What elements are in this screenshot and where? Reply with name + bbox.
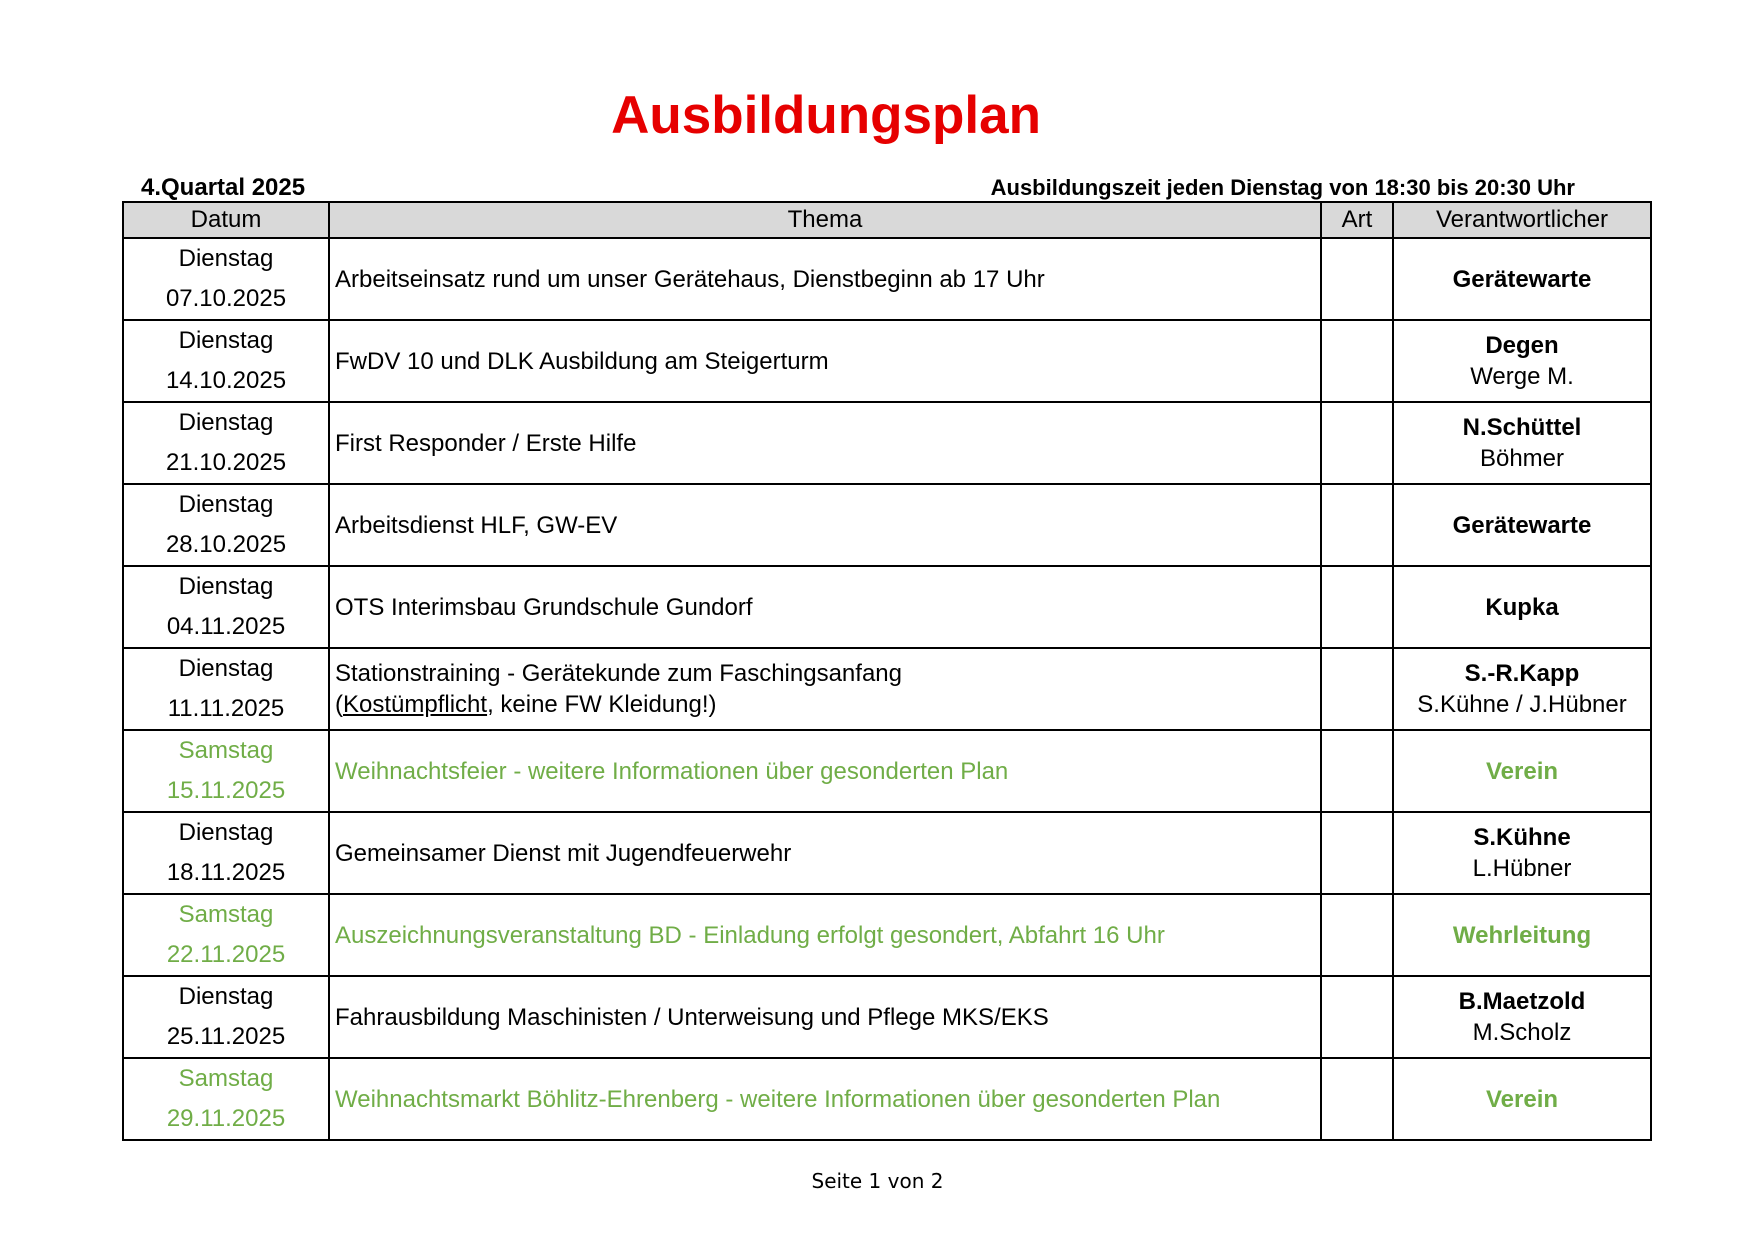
- table-row: [123, 894, 1651, 976]
- date-cell: [123, 976, 329, 1058]
- responsible-main: Kupka: [1485, 593, 1559, 621]
- responsible-cell: [1393, 320, 1651, 402]
- header-date: Datum: [123, 202, 329, 238]
- responsible-sub: L.Hübner: [1472, 855, 1572, 882]
- theme-cell: Weihnachtsmarkt Böhlitz-Ehrenberg - weitere Informationen über gesonderten Plan: [329, 1058, 1321, 1140]
- page-footer: Seite 1 von 2: [811, 1169, 944, 1193]
- schedule-table: [122, 201, 1652, 1141]
- theme-cell: Weihnachtsfeier - weitere Informationen über gesonderten Plan: [329, 730, 1321, 812]
- table-row: [123, 402, 1651, 484]
- responsible-cell: [1393, 566, 1651, 648]
- art-cell: [1321, 894, 1393, 976]
- day-name: Dienstag: [178, 573, 274, 600]
- art-cell: [1321, 320, 1393, 402]
- date-value: 14.10.2025: [165, 367, 287, 394]
- responsible-cell: [1393, 894, 1651, 976]
- theme-cell: [329, 648, 1321, 730]
- day-name: Dienstag: [178, 327, 274, 354]
- responsible-main: Verein: [1485, 1085, 1559, 1113]
- art-cell: [1321, 1058, 1393, 1140]
- header-theme: Thema: [329, 202, 1321, 238]
- header-art: Art: [1321, 202, 1393, 238]
- date-value: 11.11.2025: [167, 695, 285, 722]
- date-cell: [123, 894, 329, 976]
- date-cell: [123, 730, 329, 812]
- theme-paren-open: (: [335, 691, 343, 718]
- day-name: Samstag: [178, 737, 274, 764]
- theme-cell: Fahrausbildung Maschinisten / Unterweisung und Pflege MKS/EKS: [329, 976, 1321, 1058]
- date-value: 04.11.2025: [166, 613, 286, 640]
- table-row: [123, 730, 1651, 812]
- responsible-cell: [1393, 238, 1651, 320]
- responsible-cell: [1393, 402, 1651, 484]
- date-value: 25.11.2025: [166, 1023, 286, 1050]
- theme-cell: Arbeitseinsatz rund um unser Gerätehaus, Dienstbeginn ab 17 Uhr: [329, 238, 1321, 320]
- day-name: Dienstag: [178, 655, 274, 682]
- responsible-cell: [1393, 648, 1651, 730]
- art-cell: [1321, 812, 1393, 894]
- date-value: 22.11.2025: [166, 941, 286, 968]
- responsible-cell: [1393, 730, 1651, 812]
- date-cell: [123, 648, 329, 730]
- responsible-sub: Werge M.: [1470, 363, 1574, 390]
- art-cell: [1321, 566, 1393, 648]
- day-name: Dienstag: [178, 245, 274, 272]
- responsible-cell: [1393, 1058, 1651, 1140]
- art-cell: [1321, 648, 1393, 730]
- theme-cell: First Responder / Erste Hilfe: [329, 402, 1321, 484]
- day-name: Dienstag: [178, 819, 274, 846]
- responsible-cell: [1393, 484, 1651, 566]
- table-row: [123, 976, 1651, 1058]
- page-title: Ausbildungsplan: [611, 86, 1041, 145]
- day-name: Dienstag: [178, 983, 274, 1010]
- date-value: 29.11.2025: [166, 1105, 286, 1132]
- date-value: 18.11.2025: [166, 859, 286, 886]
- art-cell: [1321, 730, 1393, 812]
- responsible-cell: [1393, 812, 1651, 894]
- day-name: Samstag: [178, 901, 274, 928]
- responsible-main: Wehrleitung: [1452, 921, 1592, 949]
- date-value: 21.10.2025: [165, 449, 287, 476]
- responsible-main: S.Kühne: [1473, 824, 1571, 851]
- date-value: 15.11.2025: [166, 777, 286, 804]
- responsible-main: B.Maetzold: [1458, 988, 1586, 1015]
- responsible-cell: [1393, 976, 1651, 1058]
- date-value: 28.10.2025: [165, 531, 287, 558]
- date-cell: [123, 1058, 329, 1140]
- table-row: [123, 238, 1651, 320]
- date-cell: [123, 402, 329, 484]
- date-cell: [123, 238, 329, 320]
- art-cell: [1321, 976, 1393, 1058]
- theme-cell: Arbeitsdienst HLF, GW-EV: [329, 484, 1321, 566]
- theme-cell: FwDV 10 und DLK Ausbildung am Steigerturm: [329, 320, 1321, 402]
- table-row: [123, 812, 1651, 894]
- date-value: 07.10.2025: [165, 285, 287, 312]
- theme-line: Stationstraining - Gerätekunde zum Faschingsanfang: [335, 660, 902, 687]
- day-name: Dienstag: [178, 491, 274, 518]
- responsible-main: Degen: [1485, 332, 1559, 359]
- table-row: [123, 484, 1651, 566]
- day-name: Samstag: [178, 1065, 274, 1092]
- theme-cell: OTS Interimsbau Grundschule Gundorf: [329, 566, 1321, 648]
- date-cell: [123, 812, 329, 894]
- table-row: [123, 320, 1651, 402]
- day-name: Dienstag: [178, 409, 274, 436]
- responsible-sub: S.Kühne / J.Hübner: [1417, 691, 1627, 718]
- quarter-label: 4.Quartal 2025: [141, 174, 306, 201]
- art-cell: [1321, 402, 1393, 484]
- theme-cell: Gemeinsamer Dienst mit Jugendfeuerwehr: [329, 812, 1321, 894]
- table-header-row: [123, 202, 1651, 238]
- date-cell: [123, 484, 329, 566]
- table-row: [123, 566, 1651, 648]
- responsible-main: Verein: [1485, 757, 1559, 785]
- date-cell: [123, 566, 329, 648]
- table-row: [123, 648, 1651, 730]
- responsible-main: Gerätewarte: [1452, 511, 1592, 539]
- date-cell: [123, 320, 329, 402]
- responsible-main: S.-R.Kapp: [1464, 660, 1580, 687]
- theme-cell: Auszeichnungsveranstaltung BD - Einladung erfolgt gesondert, Abfahrt 16 Uhr: [329, 894, 1321, 976]
- responsible-main: Gerätewarte: [1452, 265, 1592, 293]
- responsible-sub: Böhmer: [1479, 445, 1565, 472]
- responsible-main: N.Schüttel: [1462, 414, 1582, 441]
- training-time-label: Ausbildungszeit jeden Dienstag von 18:30 bis 20:30 Uhr: [990, 175, 1575, 200]
- theme-line-rest: , keine FW Kleidung!): [487, 691, 717, 718]
- table-row: [123, 1058, 1651, 1140]
- header-responsible: Verantwortlicher: [1393, 202, 1651, 238]
- theme-underlined: Kostümpflicht: [343, 691, 488, 718]
- art-cell: [1321, 484, 1393, 566]
- art-cell: [1321, 238, 1393, 320]
- responsible-sub: M.Scholz: [1472, 1019, 1572, 1046]
